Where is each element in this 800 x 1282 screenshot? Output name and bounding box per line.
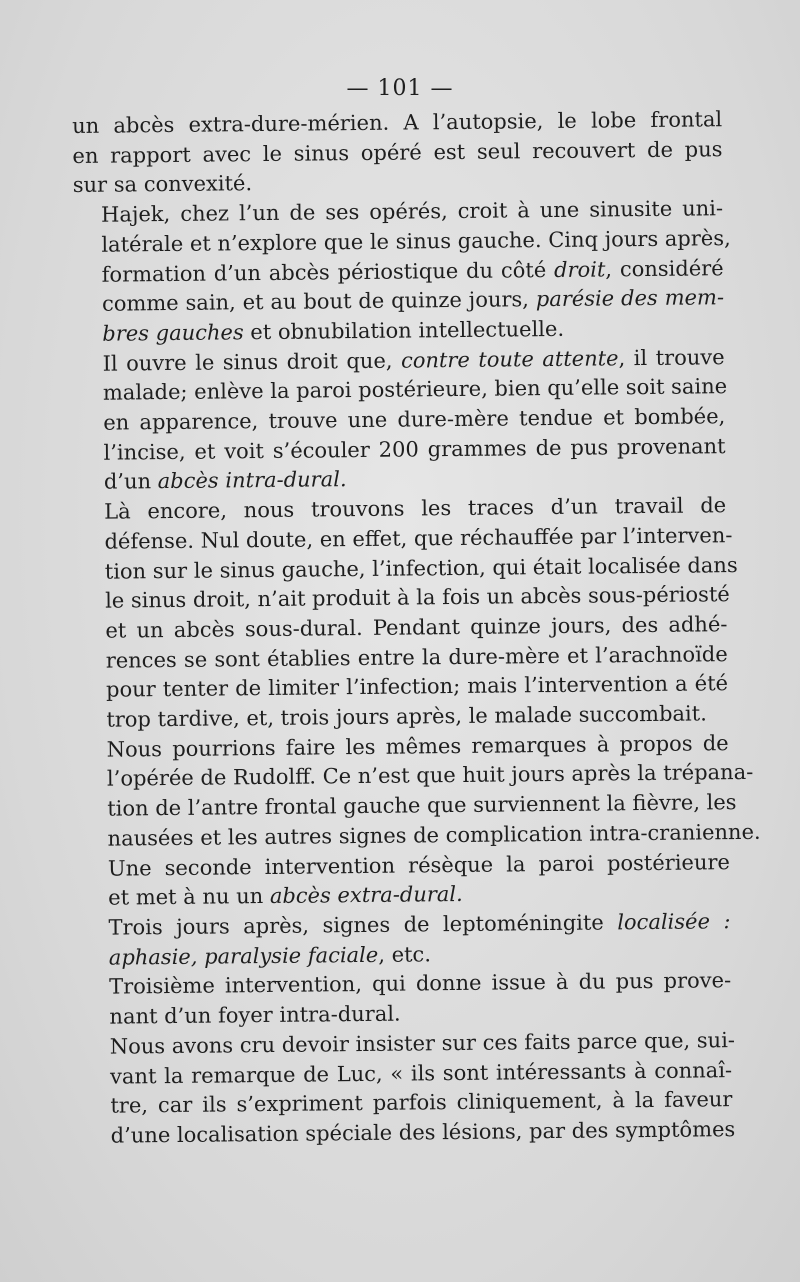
italic-run: contre toute attente: [400, 345, 619, 373]
text-run: et obnubilation intellectuelle.: [243, 316, 565, 345]
italic-run: aphasie, paralysie faciale: [108, 942, 379, 970]
text-run: sur sa convexité.: [72, 171, 253, 198]
italic-run: abcès intra-dural.: [157, 467, 347, 494]
text-run: nant d’un foyer intra-dural.: [109, 1001, 401, 1029]
text-run: d’une localisation spéciale des lésions, par des symptômes: [110, 1117, 736, 1148]
italic-run: bres gauches: [102, 320, 244, 346]
text-run: malade; enlève la paroi postérieure, bien qu’elle soit saine: [102, 374, 728, 406]
text-run: Il ouvre le sinus droit que,: [102, 348, 402, 376]
text-run: l’incise, et voit s’écouler 200 grammes de pus provenant: [103, 433, 726, 465]
text-run: Troisième intervention, qui donne issue à du pus prove-: [109, 968, 732, 1000]
paragraph: [72, 105, 723, 201]
italic-run: parésie des mem-: [535, 285, 725, 312]
text-run: Là encore, nous trouvons les traces d’un travail de: [104, 493, 727, 524]
text-run: le sinus droit, n’ait produit à la fois un abcès sous-périosté: [104, 582, 730, 613]
text-line: [83, 1115, 736, 1152]
italic-run: localisée :: [617, 909, 731, 935]
text-run: d’un: [103, 469, 158, 495]
text-run: tion sur le sinus gauche, l’infection, qui était localisée dans: [104, 552, 738, 584]
text-run: et met à nu un: [108, 884, 271, 910]
text-run: un abcès extra-dure-mérien. A l’autopsie, le lobe frontal: [72, 107, 723, 138]
paragraph: [80, 907, 731, 973]
text-run: , il trouve: [618, 344, 725, 370]
paragraph: [73, 194, 731, 349]
text-run: Nous pourrions faire les mêmes remarques à propos de: [106, 730, 729, 762]
text-run: Hajek, chez l’un de ses opérés, croit à une sinusite uni-: [100, 196, 724, 227]
paragraph: [80, 848, 731, 914]
text-run: trop tardive, et, trois jours après, le malade succombait.: [106, 701, 707, 732]
paragraph: [74, 343, 726, 498]
text-run: vant la remarque de Luc, « ils sont intéressants à connaî-: [109, 1057, 733, 1089]
text-run: et un abcès sous-dural. Pendant quinze jours, des adhé-: [105, 612, 728, 643]
text-run: latérale et n’explore que le sinus gauche. Cinq jours après,: [101, 225, 731, 257]
italic-run: abcès extra-dural.: [269, 882, 463, 909]
text-run: tre, car ils s’expriment parfois cliniquement, à la faveur: [110, 1087, 733, 1118]
paragraph: [79, 729, 761, 855]
italic-run: droit: [553, 256, 606, 282]
text-run: , considéré: [605, 255, 724, 281]
text-run: , etc.: [378, 941, 432, 967]
text-run: en apparence, trouve une dure-mère tendue et bombée,: [103, 404, 726, 435]
text-run: l’opérée de Rudolff. Ce n’est que huit jours après la trépana-: [106, 760, 754, 792]
text-run: rences se sont établies entre la dure-mère et l’arachnoïde: [105, 641, 728, 673]
text-run: pour tenter de limiter l’infection; mais l’intervention a été: [105, 671, 729, 703]
page-number: — 101 —: [346, 76, 454, 101]
text-run: Trois jours après, signes de leptoméningite: [108, 910, 618, 940]
text-run: Une seconde intervention résèque la paroi postérieure: [107, 849, 731, 881]
paragraph: [76, 491, 738, 735]
body-text: [72, 105, 761, 1151]
text-run: formation d’un abcès périostique du côté: [101, 257, 555, 287]
text-run: tion de l’antre frontal gauche que surviennent la fièvre, les: [107, 790, 737, 821]
paragraph: [81, 967, 732, 1033]
text-run: comme sain, et au bout de quinze jours,: [101, 287, 536, 316]
text-run: Nous avons cru devoir insister sur ces faits parce que, sui-: [109, 1027, 736, 1059]
text-run: défense. Nul doute, en effet, que réchauffée par l’interven-: [104, 522, 733, 554]
paragraph: [82, 1026, 736, 1152]
text-run: nausées et les autres signes de complication intra-cranienne.: [107, 819, 761, 851]
text-run: en rapport avec le sinus opéré est seul recouvert de pus: [72, 136, 723, 168]
